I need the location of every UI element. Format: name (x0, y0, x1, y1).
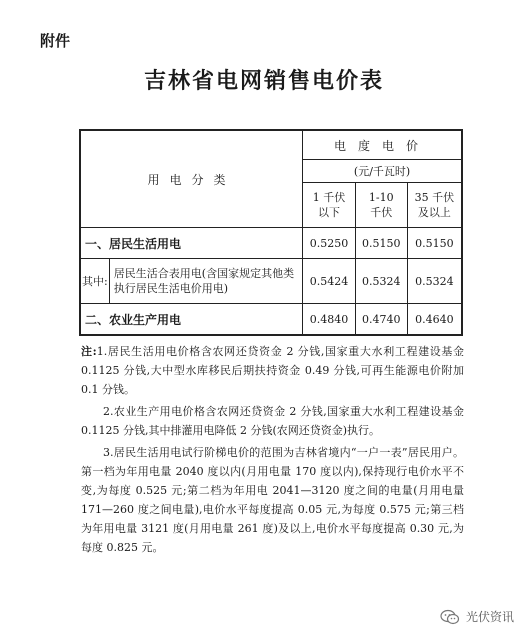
page-title: 吉林省电网销售电价表 (143, 68, 384, 94)
voltage-header-1-line1: 1 千伏 (312, 191, 346, 204)
price-cell: 0.4840 (303, 304, 356, 336)
note-1 (81, 342, 464, 399)
note-2: 2.农业生产用电价格含农网还贷资金 2 分钱,国家重大水利工程建设基金 0.1125 分钱,其中排灌用电降低 2 分钱(农网还贷资金)执行。 (81, 405, 464, 437)
notes-prefix: 注: (81, 345, 97, 358)
watermark-text: 光伏资讯 (465, 610, 514, 624)
voltage-header-2-line1: 1-10 (368, 191, 394, 204)
voltage-header-1-line2: 以下 (318, 206, 340, 219)
unit-header: (元/千瓦时) (303, 160, 462, 183)
price-header: 电度电价 (303, 130, 462, 160)
price-cell: 0.5424 (303, 259, 356, 304)
voltage-header-3 (407, 183, 462, 228)
voltage-header-2 (355, 183, 407, 228)
table-row (80, 259, 462, 304)
price-cell: 0.4740 (355, 304, 407, 336)
price-cell: 0.5150 (407, 228, 462, 259)
combined-meter-desc: 居民生活合表用电(含国家规定其他类执行居民生活电价用电) (109, 259, 302, 304)
price-table (79, 129, 463, 336)
voltage-header-3-line2: 及以上 (417, 206, 451, 219)
wechat-icon (440, 609, 460, 625)
table-row (80, 304, 462, 336)
voltage-header-1 (303, 183, 356, 228)
among-label: 其中: (80, 259, 109, 304)
note-3: 3.居民生活用电试行阶梯电价的范围为吉林省境内“一户一表”居民用户。第一档为年用电量 2040 度以内(月用电量 170 度以内),保持现行电价水平不变,为每度 0.525 元;第二档为年用电 2041—3120 度之间的电量(月用电量 171—260 度之间电量),电价水平每度提高 0.05 元,为每度 0.575 元;第三档为年用电量 3121 度(月用电量 261 度)及以上,电价水平每度提高 0.30 元,为每度 0.825 元。 (81, 446, 464, 554)
price-cell: 0.5250 (303, 228, 356, 259)
price-cell: 0.5324 (407, 259, 462, 304)
price-cell: 0.4640 (407, 304, 462, 336)
price-cell: 0.5324 (355, 259, 407, 304)
table-header-row (80, 130, 462, 160)
attachment-label: 附件 (40, 32, 71, 50)
residential-label: 一、居民生活用电 (80, 228, 303, 259)
voltage-header-2-line2: 千伏 (370, 206, 393, 219)
agriculture-label: 二、农业生产用电 (80, 304, 303, 336)
note-1-text: 1.居民生活用电价格含农网还贷资金 2 分钱,国家重大水利工程建设基金 0.1125 分钱,大中型水库移民后期扶持资金 0.49 分钱,可再生能源电价附加 0.1 分钱。 (81, 345, 465, 396)
notes-section (81, 342, 464, 560)
category-header: 用电分类 (80, 130, 303, 228)
table-row (80, 228, 462, 259)
watermark (440, 608, 514, 625)
price-cell: 0.5150 (355, 228, 407, 259)
voltage-header-3-line1: 35 千伏 (414, 191, 455, 204)
